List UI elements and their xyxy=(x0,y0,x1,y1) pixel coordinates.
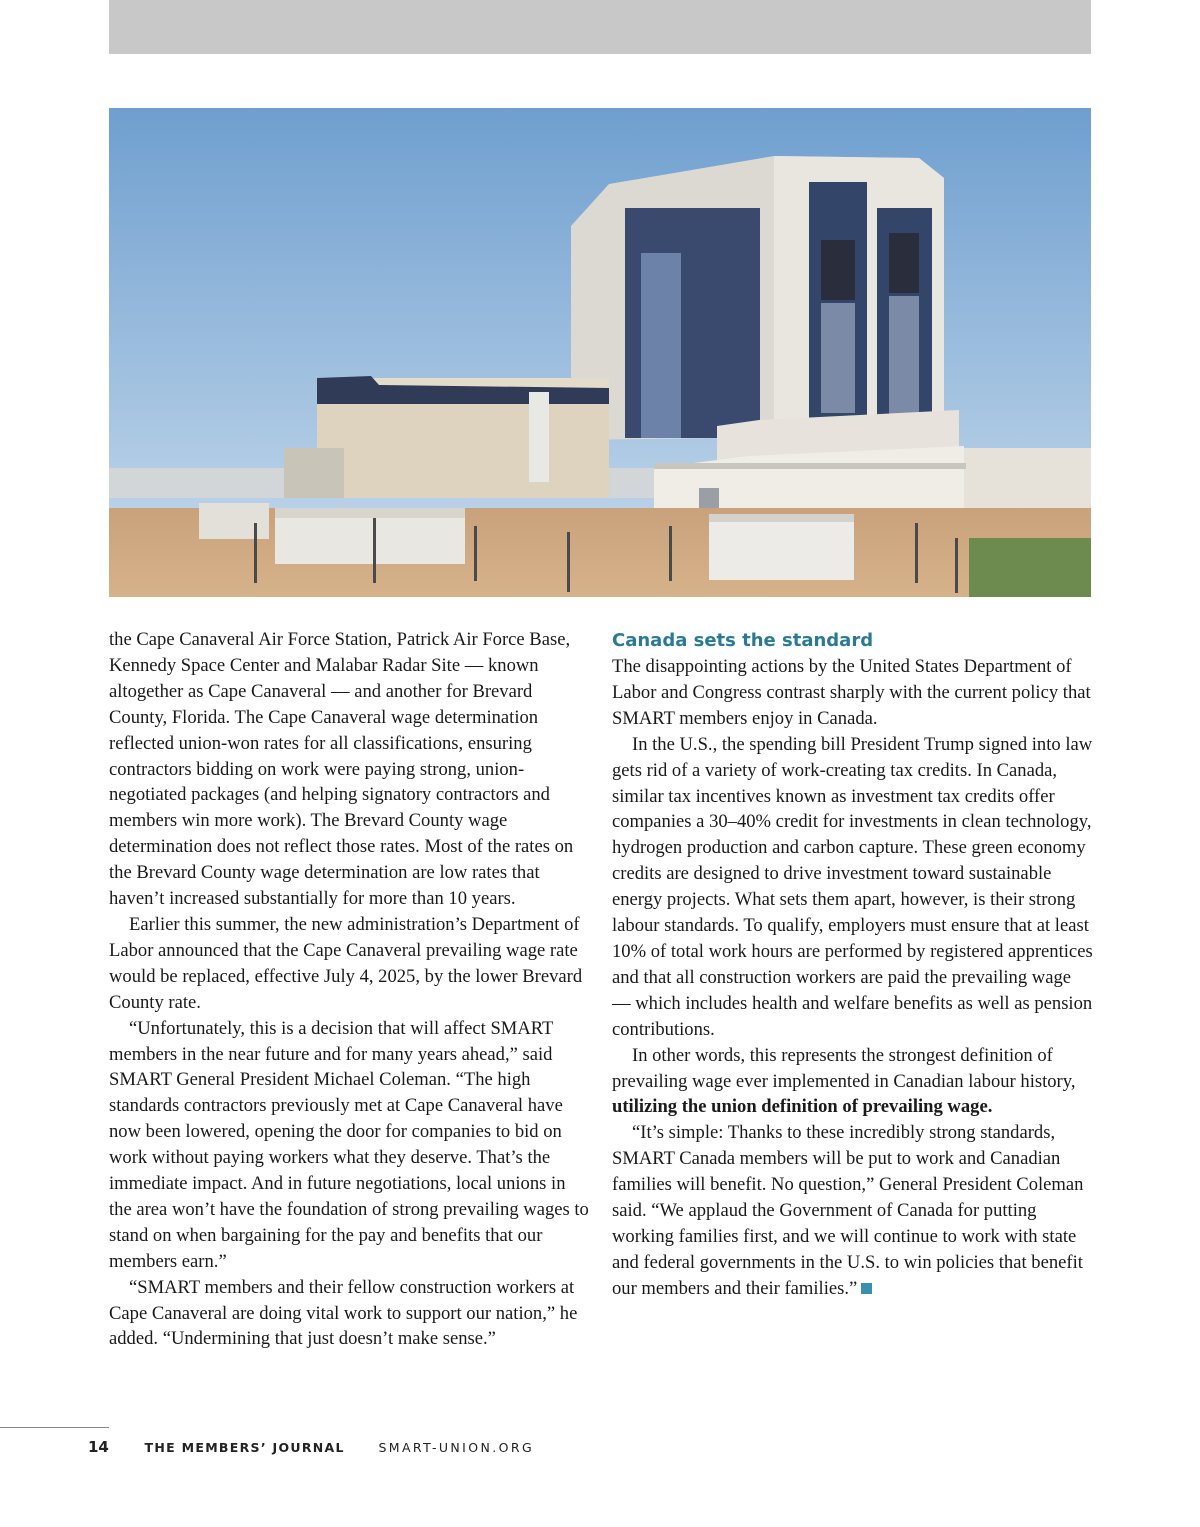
journal-name: THE MEMBERS’ JOURNAL xyxy=(144,1440,345,1455)
section-subhead: Canada sets the standard xyxy=(612,630,874,651)
cape-canaveral-building-photo xyxy=(109,108,1091,597)
right-text-column xyxy=(612,627,1094,1302)
paragraph: “Unfortunately, this is a decision that will affect SMART members in the near future and for many years ahead,” said SMART General President Michael Coleman. “The high standards contractors previously met at Cape Canaveral have now been lowered, opening the door for companies to bid on work without paying workers what they deserve. That’s the immediate impact. And in future negotiations, local unions in the area won’t have the foundation of strong prevailing wages to stand on when bargaining for the pay and benefits that our members earn.” xyxy=(109,1017,589,1272)
paragraph: In the U.S., the spending bill President Trump signed into law gets rid of a variety of work-creating tax credits. In Canada, similar tax incentives known as investment tax credits offer companies a 30–40% credit for investments in clean technology, hydrogen production and carbon capture. These green economy credits are designed to drive investment toward sustainable energy projects. What sets them apart, however, is their strong labour standards. To qualify, employers must ensure that at least 10% of total work hours are performed by registered apprentices and that all construction workers are paid the prevailing wage — which includes health and welfare benefits as well as pension contributions. xyxy=(612,733,1093,1040)
page-footer xyxy=(88,1438,534,1458)
paragraph: The disappointing actions by the United States Department of Labor and Congress contrast sharply with the current policy that SMART members enjoy in Canada. xyxy=(612,656,1091,729)
top-banner xyxy=(109,0,1091,54)
website-url[interactable]: SMART-UNION.ORG xyxy=(378,1440,535,1455)
paragraph-lead: In other words, this represents the strongest definition of prevailing wage ever implemented in Canadian labour history, xyxy=(612,1044,1076,1092)
paragraph: Earlier this summer, the new administration’s Department of Labor announced that the Cape Canaveral prevailing wage rate would be replaced, effective July 4, 2025, by the lower Brevard County rate. xyxy=(109,913,583,1013)
bold-emphasis: utilizing the union definition of prevailing wage. xyxy=(612,1096,993,1118)
footer-rule xyxy=(0,1427,109,1428)
paragraph xyxy=(612,1120,1094,1301)
paragraph: the Cape Canaveral Air Force Station, Patrick Air Force Base, Kennedy Space Center and Malabar Radar Site — known altogether as Cape Canaveral — and another for Brevard County, Florida. The Cape Canaveral wage determination reflected union-won rates for all classifications, ensuring contractors bidding on work were paying strong, union-negotiated packages (and helping signatory contractors and members win more work). The Brevard County wage determination does not reflect those rates. Most of the rates on the Brevard County wage determination are low rates that haven’t increased substantially for more than 10 years. xyxy=(109,629,574,910)
paragraph xyxy=(612,1043,1094,1121)
end-of-article-square-icon xyxy=(861,1283,872,1294)
left-text-column xyxy=(109,627,591,1352)
page-number: 14 xyxy=(88,1438,109,1456)
paragraph: “SMART members and their fellow construction workers at Cape Canaveral are doing vital work to support our nation,” he added. “Undermining that just doesn’t make sense.” xyxy=(109,1276,578,1350)
closing-quote: “It’s simple: Thanks to these incredibly strong standards, SMART Canada members will be put to work and Canadian families will benefit. No question,” General President Coleman said. “We applaud the Government of Canada for putting working families first, and we will continue to work with state and federal governments in the U.S. to win policies that benefit our members and their families.” xyxy=(612,1122,1084,1299)
